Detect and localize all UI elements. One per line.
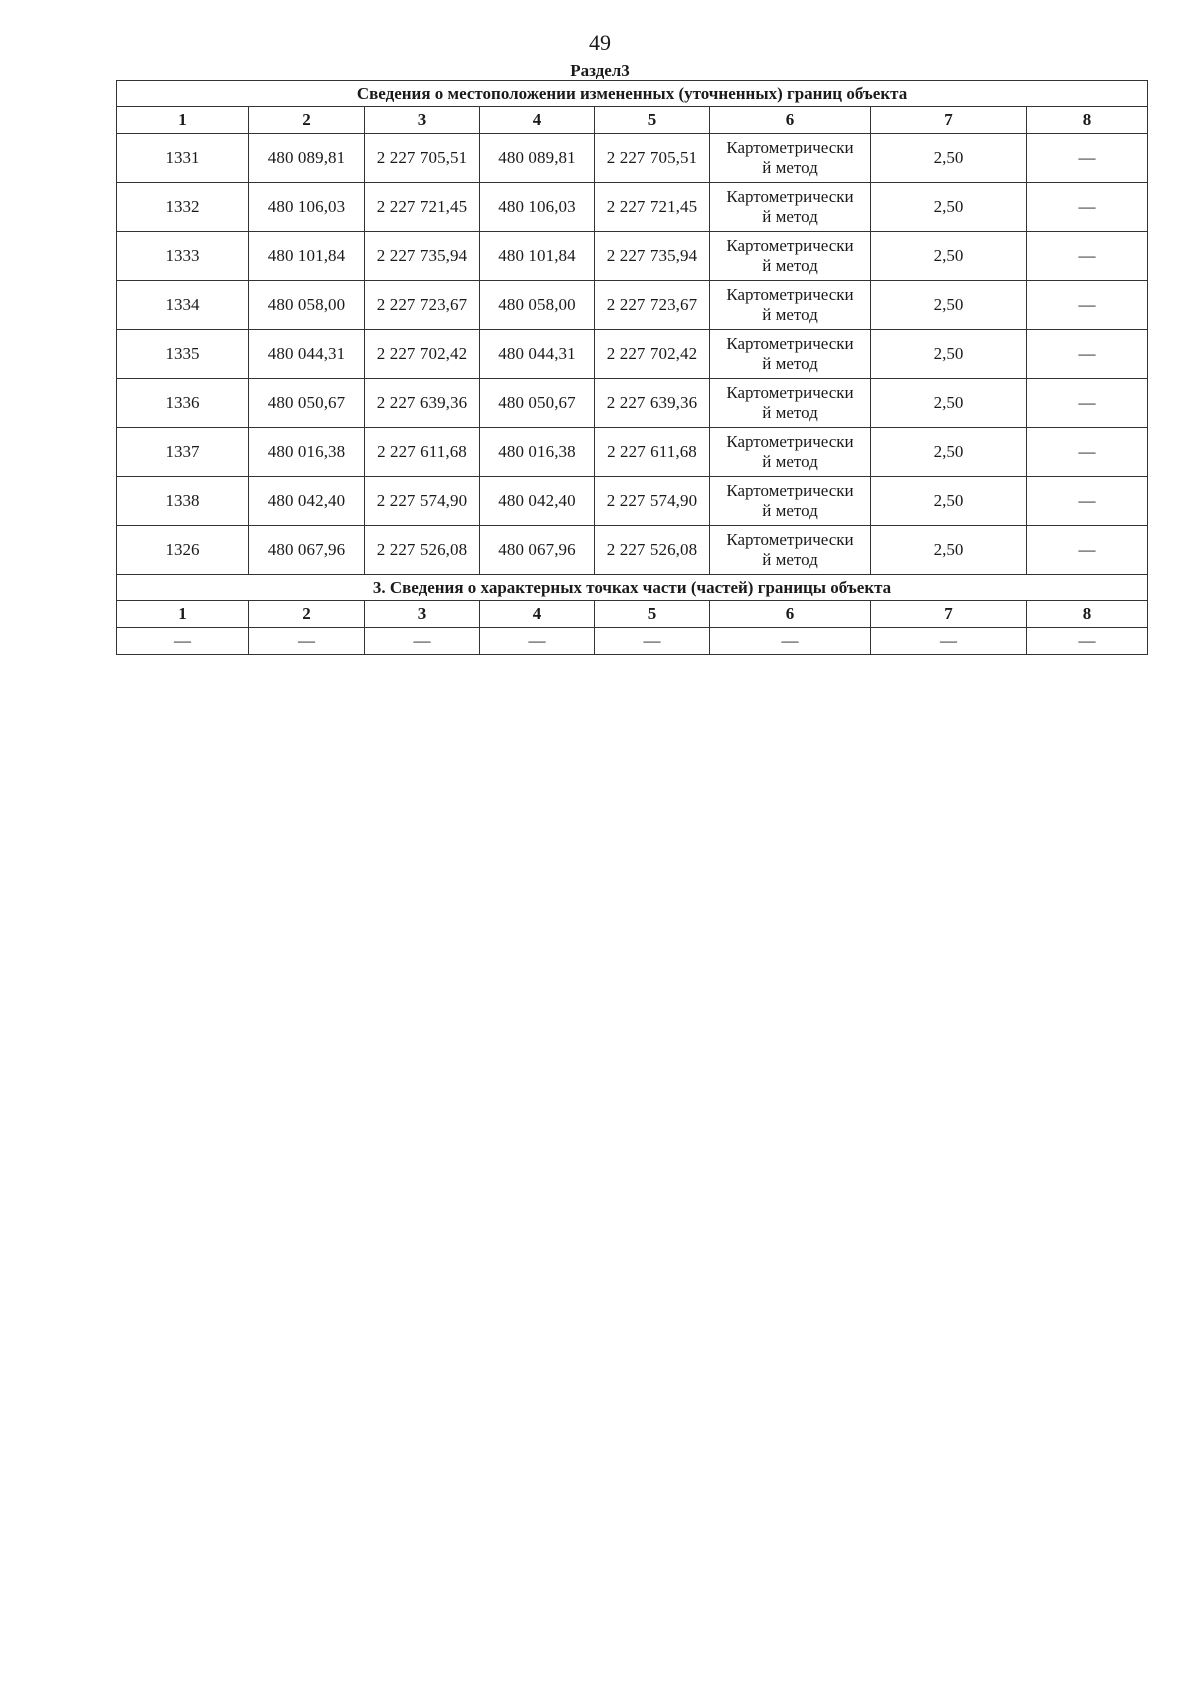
y-old-coordinate: 2 227 574,90 xyxy=(365,477,480,526)
note-value: — xyxy=(1027,183,1148,232)
method-cell xyxy=(710,281,871,330)
y-new-coordinate: 2 227 611,68 xyxy=(595,428,710,477)
table-row xyxy=(117,526,1148,575)
method-line-1: Картометрически xyxy=(726,530,854,549)
method-line-2: й метод xyxy=(762,305,818,324)
empty-cell: — xyxy=(871,628,1027,655)
method-line-2: й метод xyxy=(762,354,818,373)
y-old-coordinate: 2 227 721,45 xyxy=(365,183,480,232)
point-number: 1333 xyxy=(117,232,249,281)
point-number: 1334 xyxy=(117,281,249,330)
y-new-coordinate: 2 227 702,42 xyxy=(595,330,710,379)
x-new-coordinate: 480 050,67 xyxy=(480,379,595,428)
table1-title: Сведения о местоположении измененных (уточненных) границ объекта xyxy=(117,81,1148,107)
table2-empty-row xyxy=(117,628,1148,655)
y-new-coordinate: 2 227 735,94 xyxy=(595,232,710,281)
note-value: — xyxy=(1027,330,1148,379)
x-new-coordinate: 480 044,31 xyxy=(480,330,595,379)
accuracy-value: 2,50 xyxy=(871,379,1027,428)
x-new-coordinate: 480 067,96 xyxy=(480,526,595,575)
y-new-coordinate: 2 227 526,08 xyxy=(595,526,710,575)
method-cell xyxy=(710,477,871,526)
table2-header-cell: 7 xyxy=(871,601,1027,628)
x-old-coordinate: 480 044,31 xyxy=(249,330,365,379)
table-row xyxy=(117,232,1148,281)
y-old-coordinate: 2 227 723,67 xyxy=(365,281,480,330)
boundary-table xyxy=(116,80,1148,655)
x-new-coordinate: 480 016,38 xyxy=(480,428,595,477)
note-value: — xyxy=(1027,281,1148,330)
method-line-2: й метод xyxy=(762,256,818,275)
table2-title: 3. Сведения о характерных точках части (частей) границы объекта xyxy=(117,575,1148,601)
method-line-2: й метод xyxy=(762,403,818,422)
y-old-coordinate: 2 227 526,08 xyxy=(365,526,480,575)
table-row xyxy=(117,281,1148,330)
x-new-coordinate: 480 089,81 xyxy=(480,134,595,183)
method-cell xyxy=(710,526,871,575)
point-number: 1331 xyxy=(117,134,249,183)
y-new-coordinate: 2 227 721,45 xyxy=(595,183,710,232)
empty-cell: — xyxy=(480,628,595,655)
table1-header-cell: 8 xyxy=(1027,107,1148,134)
point-number: 1332 xyxy=(117,183,249,232)
accuracy-value: 2,50 xyxy=(871,183,1027,232)
x-old-coordinate: 480 106,03 xyxy=(249,183,365,232)
y-new-coordinate: 2 227 705,51 xyxy=(595,134,710,183)
empty-cell: — xyxy=(249,628,365,655)
empty-cell: — xyxy=(1027,628,1148,655)
note-value: — xyxy=(1027,477,1148,526)
table-row xyxy=(117,428,1148,477)
point-number: 1336 xyxy=(117,379,249,428)
method-line-2: й метод xyxy=(762,501,818,520)
method-line-1: Картометрически xyxy=(726,334,854,353)
section-label: Раздел3 xyxy=(570,61,630,80)
table-row xyxy=(117,183,1148,232)
empty-cell: — xyxy=(595,628,710,655)
method-line-1: Картометрически xyxy=(726,481,854,500)
note-value: — xyxy=(1027,379,1148,428)
accuracy-value: 2,50 xyxy=(871,330,1027,379)
method-cell xyxy=(710,330,871,379)
y-old-coordinate: 2 227 639,36 xyxy=(365,379,480,428)
x-old-coordinate: 480 089,81 xyxy=(249,134,365,183)
table-row xyxy=(117,379,1148,428)
x-old-coordinate: 480 101,84 xyxy=(249,232,365,281)
table2-header-cell: 4 xyxy=(480,601,595,628)
table1-header-cell: 5 xyxy=(595,107,710,134)
method-cell xyxy=(710,428,871,477)
table2-header-cell: 2 xyxy=(249,601,365,628)
method-line-1: Картометрически xyxy=(726,383,854,402)
method-cell xyxy=(710,379,871,428)
x-new-coordinate: 480 042,40 xyxy=(480,477,595,526)
table1-header-cell: 1 xyxy=(117,107,249,134)
empty-cell: — xyxy=(710,628,871,655)
accuracy-value: 2,50 xyxy=(871,232,1027,281)
x-old-coordinate: 480 050,67 xyxy=(249,379,365,428)
point-number: 1326 xyxy=(117,526,249,575)
x-new-coordinate: 480 106,03 xyxy=(480,183,595,232)
table1-header-row xyxy=(117,107,1148,134)
table2-header-cell: 8 xyxy=(1027,601,1148,628)
note-value: — xyxy=(1027,232,1148,281)
table-row xyxy=(117,477,1148,526)
note-value: — xyxy=(1027,526,1148,575)
x-old-coordinate: 480 016,38 xyxy=(249,428,365,477)
y-old-coordinate: 2 227 735,94 xyxy=(365,232,480,281)
accuracy-value: 2,50 xyxy=(871,134,1027,183)
method-line-1: Картометрически xyxy=(726,432,854,451)
y-new-coordinate: 2 227 723,67 xyxy=(595,281,710,330)
table2-header-cell: 1 xyxy=(117,601,249,628)
x-new-coordinate: 480 101,84 xyxy=(480,232,595,281)
accuracy-value: 2,50 xyxy=(871,477,1027,526)
accuracy-value: 2,50 xyxy=(871,428,1027,477)
table-row xyxy=(117,134,1148,183)
method-line-2: й метод xyxy=(762,207,818,226)
table1-header-cell: 2 xyxy=(249,107,365,134)
y-new-coordinate: 2 227 639,36 xyxy=(595,379,710,428)
method-line-2: й метод xyxy=(762,158,818,177)
x-old-coordinate: 480 042,40 xyxy=(249,477,365,526)
method-cell xyxy=(710,183,871,232)
x-new-coordinate: 480 058,00 xyxy=(480,281,595,330)
method-line-1: Картометрически xyxy=(726,236,854,255)
method-line-2: й метод xyxy=(762,452,818,471)
page-number: 49 xyxy=(589,30,611,55)
table1-header-cell: 3 xyxy=(365,107,480,134)
table1-header-cell: 7 xyxy=(871,107,1027,134)
method-cell xyxy=(710,134,871,183)
table2-header-row xyxy=(117,601,1148,628)
method-line-2: й метод xyxy=(762,550,818,569)
x-old-coordinate: 480 067,96 xyxy=(249,526,365,575)
method-cell xyxy=(710,232,871,281)
table1-header-cell: 6 xyxy=(710,107,871,134)
table1-header-cell: 4 xyxy=(480,107,595,134)
y-new-coordinate: 2 227 574,90 xyxy=(595,477,710,526)
point-number: 1337 xyxy=(117,428,249,477)
point-number: 1335 xyxy=(117,330,249,379)
table2-header-cell: 3 xyxy=(365,601,480,628)
x-old-coordinate: 480 058,00 xyxy=(249,281,365,330)
point-number: 1338 xyxy=(117,477,249,526)
empty-cell: — xyxy=(117,628,249,655)
method-line-1: Картометрически xyxy=(726,138,854,157)
y-old-coordinate: 2 227 702,42 xyxy=(365,330,480,379)
note-value: — xyxy=(1027,134,1148,183)
table2-header-cell: 6 xyxy=(710,601,871,628)
y-old-coordinate: 2 227 611,68 xyxy=(365,428,480,477)
method-line-1: Картометрически xyxy=(726,285,854,304)
note-value: — xyxy=(1027,428,1148,477)
method-line-1: Картометрически xyxy=(726,187,854,206)
table-row xyxy=(117,330,1148,379)
table2-header-cell: 5 xyxy=(595,601,710,628)
accuracy-value: 2,50 xyxy=(871,281,1027,330)
accuracy-value: 2,50 xyxy=(871,526,1027,575)
y-old-coordinate: 2 227 705,51 xyxy=(365,134,480,183)
empty-cell: — xyxy=(365,628,480,655)
